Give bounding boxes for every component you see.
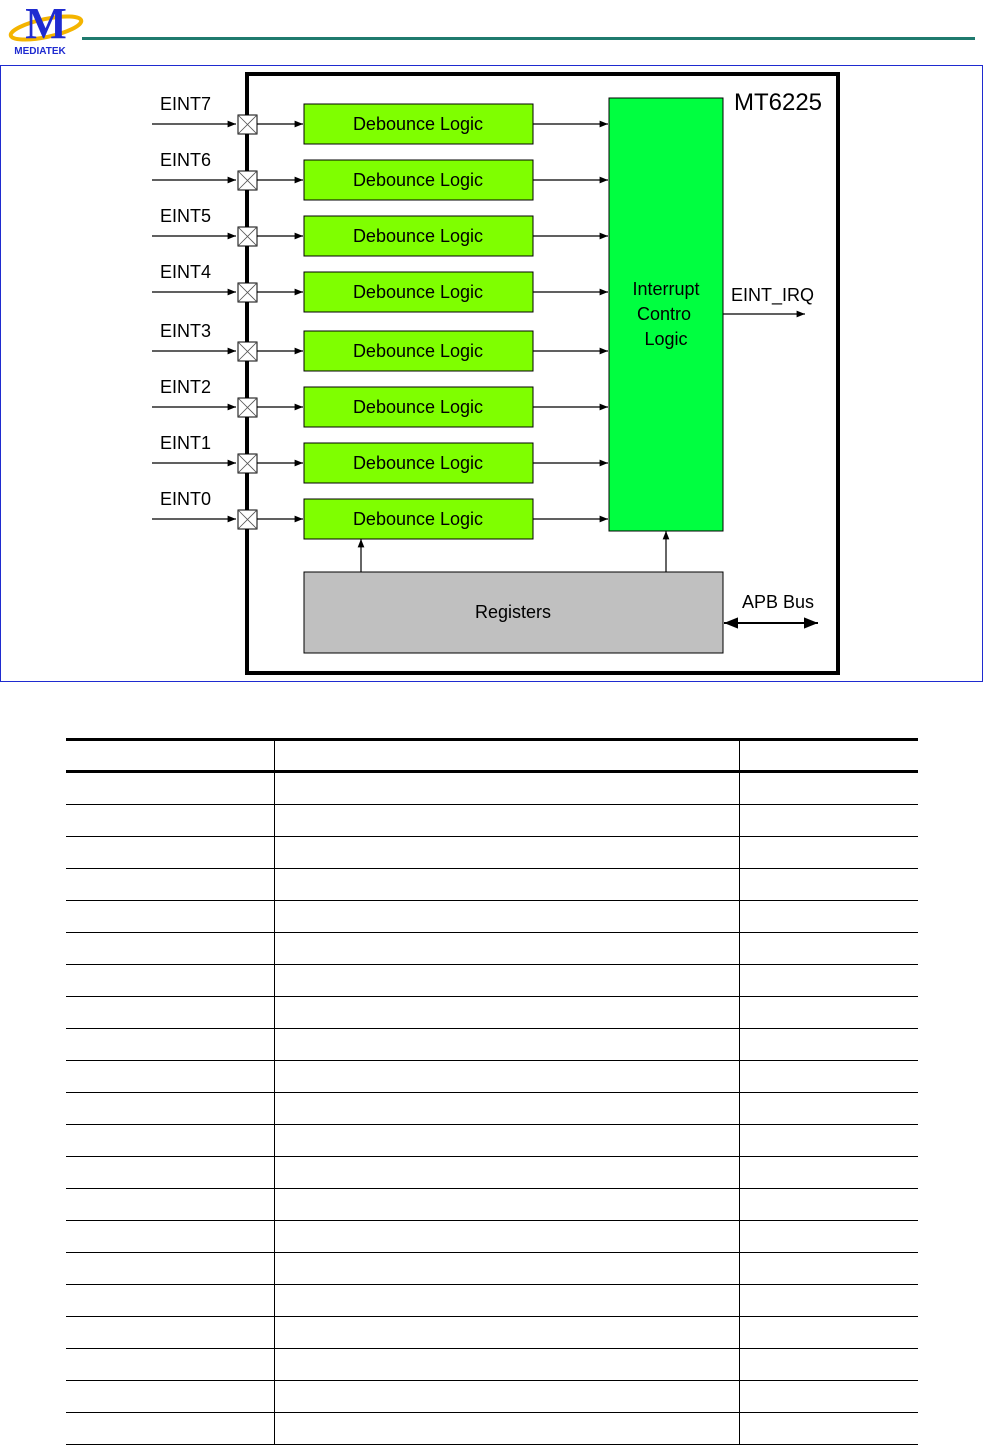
eint-input-label: EINT5 [160,206,212,226]
controller-line-1: Interrupt [632,279,700,299]
table-cell [740,1221,918,1252]
table-cell [275,837,740,868]
table-row [66,997,918,1029]
table-cell [740,1189,918,1220]
table-row [66,1157,918,1189]
table-cell [66,997,275,1028]
table-row [66,869,918,901]
table-cell [66,1317,275,1348]
table-cell [740,869,918,900]
table-cell [66,1157,275,1188]
table-row [66,1221,918,1253]
table-body [66,773,918,1445]
table-cell [66,837,275,868]
eint-input-label: EINT3 [160,321,212,341]
table-cell [275,1349,740,1380]
table-row [66,1093,918,1125]
table-cell [275,1413,740,1444]
table-row [66,773,918,805]
table-cell [740,1029,918,1060]
table-cell [66,1253,275,1284]
controller-line-3: Logic [644,329,688,349]
mediatek-logo [6,0,86,58]
apb-bus-label: APB Bus [742,592,815,612]
table-header-row [66,738,918,773]
table-cell [740,1413,918,1444]
table-cell [66,1093,275,1124]
debounce-logic-label: Debounce Logic [352,282,484,302]
table-cell [275,1125,740,1156]
table-cell [275,1157,740,1188]
table-cell [275,1029,740,1060]
table-cell [740,1349,918,1380]
table-cell [275,965,740,996]
table-cell [66,1285,275,1316]
table-cell [66,901,275,932]
table-header-cell [740,741,918,770]
table-cell [275,1061,740,1092]
table-cell [66,773,275,804]
table-row [66,1413,918,1445]
controller-line-2: Contro [636,304,692,324]
irq-output-label: EINT_IRQ [731,285,815,305]
table-cell [66,965,275,996]
table-cell [275,901,740,932]
table-row [66,901,918,933]
table-row [66,1381,918,1413]
table-row [66,837,918,869]
table-cell [66,933,275,964]
table-cell [275,1093,740,1124]
table-row [66,1285,918,1317]
table-cell [740,1061,918,1092]
logo-letter: M [25,0,67,48]
table-cell [740,965,918,996]
debounce-logic-label: Debounce Logic [352,397,484,417]
table-row [66,933,918,965]
debounce-logic-label: Debounce Logic [352,509,484,529]
table-cell [740,805,918,836]
eint-input-label: EINT0 [160,489,212,509]
table-cell [740,1317,918,1348]
table-header-cell [66,741,275,770]
table-cell [740,837,918,868]
table-cell [66,869,275,900]
table-cell [66,1189,275,1220]
table-cell [66,1061,275,1092]
logo-wordmark: MEDIATEK [14,46,66,57]
debounce-logic-label: Debounce Logic [352,170,484,190]
table-cell [275,1253,740,1284]
table-cell [275,1317,740,1348]
table-cell [275,933,740,964]
table-row [66,1125,918,1157]
table-row [66,1061,918,1093]
table-cell [740,1381,918,1412]
table-row [66,1029,918,1061]
eint-input-label: EINT7 [160,94,212,114]
eint-input-label: EINT1 [160,433,212,453]
table-cell [275,805,740,836]
table-row [66,1189,918,1221]
table-cell [275,1285,740,1316]
table-cell [66,1125,275,1156]
table-cell [740,901,918,932]
table-cell [66,1381,275,1412]
table-row [66,805,918,837]
table-cell [66,805,275,836]
table-row [66,965,918,997]
header-rule [82,37,975,40]
eint-input-label: EINT4 [160,262,212,282]
table-cell [740,933,918,964]
eint-input-label: EINT6 [160,150,212,170]
table-cell [275,773,740,804]
table-cell [66,1221,275,1252]
table-cell [740,1125,918,1156]
register-table [66,738,918,1445]
debounce-logic-label: Debounce Logic [352,226,484,246]
table-cell [66,1349,275,1380]
table-cell [275,869,740,900]
table-cell [66,1413,275,1444]
debounce-logic-label: Debounce Logic [352,453,484,473]
debounce-logic-label: Debounce Logic [352,114,484,134]
table-cell [740,773,918,804]
debounce-logic-label: Debounce Logic [352,341,484,361]
table-row [66,1349,918,1381]
table-cell [275,1189,740,1220]
eint-block-diagram [0,65,985,682]
table-row [66,1317,918,1349]
table-header-cell [275,741,740,770]
chip-label: MT6225 [733,89,823,116]
eint-input-label: EINT2 [160,377,212,397]
table-cell [740,1253,918,1284]
table-cell [740,997,918,1028]
input-rows [152,94,608,539]
table-cell [740,1093,918,1124]
table-cell [740,1285,918,1316]
table-row [66,1253,918,1285]
table-cell [275,1381,740,1412]
registers-label: Registers [474,602,552,622]
table-cell [66,1029,275,1060]
table-cell [275,1221,740,1252]
table-cell [740,1157,918,1188]
table-cell [275,997,740,1028]
